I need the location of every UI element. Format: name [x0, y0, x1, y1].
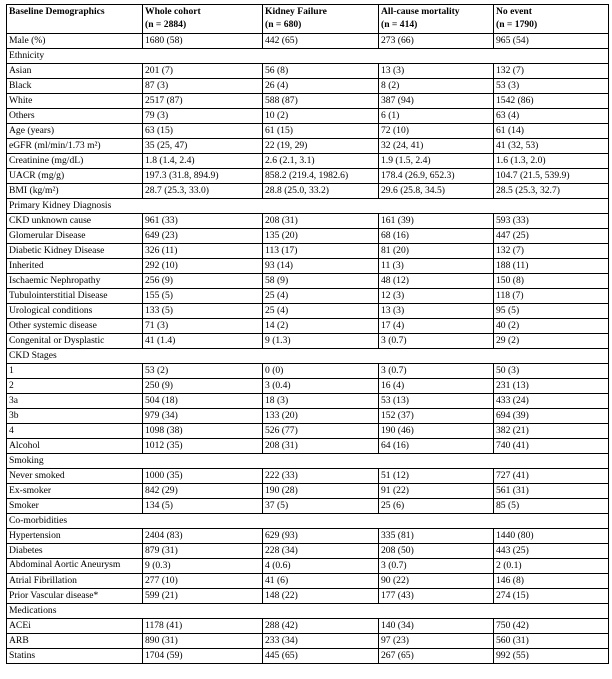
section-header-row	[7, 514, 609, 529]
no-event-value: 965 (54)	[494, 34, 609, 49]
header-title: Whole cohort	[145, 6, 201, 17]
no-event-value: 750 (42)	[494, 619, 609, 634]
section-label: Smoking	[7, 454, 609, 469]
table-row	[7, 529, 609, 544]
whole-cohort-value: 1704 (59)	[143, 649, 263, 664]
table-row	[7, 319, 609, 334]
all-cause-mortality-value: 177 (43)	[379, 589, 494, 604]
no-event-value: 274 (15)	[494, 589, 609, 604]
whole-cohort-value: 197.3 (31.8, 894.9)	[143, 169, 263, 184]
table-row	[7, 574, 609, 589]
no-event-value: 53 (3)	[494, 79, 609, 94]
no-event-value: 382 (21)	[494, 424, 609, 439]
row-label: Black	[7, 79, 143, 94]
section-label: Ethnicity	[7, 49, 609, 64]
row-label: Creatinine (mg/dL)	[7, 154, 143, 169]
whole-cohort-value: 1.8 (1.4, 2.4)	[143, 154, 263, 169]
table-row	[7, 484, 609, 499]
whole-cohort-value: 41 (1.4)	[143, 334, 263, 349]
table-row	[7, 169, 609, 184]
no-event-value: 118 (7)	[494, 289, 609, 304]
whole-cohort-value: 87 (3)	[143, 79, 263, 94]
table-row	[7, 124, 609, 139]
all-cause-mortality-value: 267 (65)	[379, 649, 494, 664]
kidney-failure-value: 222 (33)	[263, 469, 379, 484]
table-row	[7, 334, 609, 349]
table-row	[7, 439, 609, 454]
table-row	[7, 259, 609, 274]
no-event-value: 132 (7)	[494, 244, 609, 259]
all-cause-mortality-value: 90 (22)	[379, 574, 494, 589]
row-label: 1	[7, 364, 143, 379]
kidney-failure-value: 14 (2)	[263, 319, 379, 334]
row-label: 4	[7, 424, 143, 439]
kidney-failure-value: 37 (5)	[263, 499, 379, 514]
all-cause-mortality-value: 161 (39)	[379, 214, 494, 229]
all-cause-mortality-value: 13 (3)	[379, 64, 494, 79]
all-cause-mortality-value: 32 (24, 41)	[379, 139, 494, 154]
whole-cohort-value: 277 (10)	[143, 574, 263, 589]
table-row	[7, 559, 609, 574]
no-event-value: 150 (8)	[494, 274, 609, 289]
table-row	[7, 544, 609, 559]
all-cause-mortality-value: 140 (34)	[379, 619, 494, 634]
whole-cohort-value: 842 (29)	[143, 484, 263, 499]
kidney-failure-value: 41 (6)	[263, 574, 379, 589]
header-kidney-failure	[263, 5, 379, 34]
whole-cohort-value: 979 (34)	[143, 409, 263, 424]
row-label: Never smoked	[7, 469, 143, 484]
no-event-value: 29 (2)	[494, 334, 609, 349]
whole-cohort-value: 250 (9)	[143, 379, 263, 394]
whole-cohort-value: 1000 (35)	[143, 469, 263, 484]
no-event-value: 433 (24)	[494, 394, 609, 409]
kidney-failure-value: 133 (20)	[263, 409, 379, 424]
all-cause-mortality-value: 72 (10)	[379, 124, 494, 139]
kidney-failure-value: 228 (34)	[263, 544, 379, 559]
whole-cohort-value: 1012 (35)	[143, 439, 263, 454]
row-label: Asian	[7, 64, 143, 79]
section-header-row	[7, 604, 609, 619]
all-cause-mortality-value: 16 (4)	[379, 379, 494, 394]
whole-cohort-value: 155 (5)	[143, 289, 263, 304]
whole-cohort-value: 649 (23)	[143, 229, 263, 244]
no-event-value: 85 (5)	[494, 499, 609, 514]
no-event-value: 561 (31)	[494, 484, 609, 499]
table-row	[7, 364, 609, 379]
row-label: Inherited	[7, 259, 143, 274]
table-body	[7, 34, 609, 664]
section-header-row	[7, 49, 609, 64]
table-row	[7, 184, 609, 199]
table-row	[7, 649, 609, 664]
no-event-value: 694 (39)	[494, 409, 609, 424]
kidney-failure-value: 0 (0)	[263, 364, 379, 379]
all-cause-mortality-value: 53 (13)	[379, 394, 494, 409]
no-event-value: 63 (4)	[494, 109, 609, 124]
row-label: Other systemic disease	[7, 319, 143, 334]
no-event-value: 41 (32, 53)	[494, 139, 609, 154]
table-row	[7, 424, 609, 439]
section-label: Primary Kidney Diagnosis	[7, 199, 609, 214]
header-baseline-demographics: Baseline Demographics	[7, 5, 143, 34]
no-event-value: 188 (11)	[494, 259, 609, 274]
whole-cohort-value: 961 (33)	[143, 214, 263, 229]
whole-cohort-value: 504 (18)	[143, 394, 263, 409]
section-label: Medications	[7, 604, 609, 619]
row-label: 3a	[7, 394, 143, 409]
whole-cohort-value: 879 (31)	[143, 544, 263, 559]
kidney-failure-value: 25 (4)	[263, 304, 379, 319]
row-label: Abdominal Aortic Aneurysm	[7, 559, 143, 574]
no-event-value: 231 (13)	[494, 379, 609, 394]
all-cause-mortality-value: 1.9 (1.5, 2.4)	[379, 154, 494, 169]
header-no-event	[494, 5, 609, 34]
baseline-demographics-table-container	[6, 4, 608, 664]
no-event-value: 28.5 (25.3, 32.7)	[494, 184, 609, 199]
section-label: Co-morbidities	[7, 514, 609, 529]
kidney-failure-value: 56 (8)	[263, 64, 379, 79]
table-row	[7, 409, 609, 424]
kidney-failure-value: 445 (65)	[263, 649, 379, 664]
all-cause-mortality-value: 11 (3)	[379, 259, 494, 274]
no-event-value: 443 (25)	[494, 544, 609, 559]
all-cause-mortality-value: 387 (94)	[379, 94, 494, 109]
table-row	[7, 214, 609, 229]
kidney-failure-value: 233 (34)	[263, 634, 379, 649]
kidney-failure-value: 28.8 (25.0, 33.2)	[263, 184, 379, 199]
table-row	[7, 64, 609, 79]
all-cause-mortality-value: 13 (3)	[379, 304, 494, 319]
whole-cohort-value: 133 (5)	[143, 304, 263, 319]
kidney-failure-value: 588 (87)	[263, 94, 379, 109]
kidney-failure-value: 629 (93)	[263, 529, 379, 544]
table-row	[7, 589, 609, 604]
no-event-value: 992 (55)	[494, 649, 609, 664]
row-label: Hypertension	[7, 529, 143, 544]
kidney-failure-value: 9 (1.3)	[263, 334, 379, 349]
row-label: ARB	[7, 634, 143, 649]
all-cause-mortality-value: 208 (50)	[379, 544, 494, 559]
section-header-row	[7, 199, 609, 214]
header-n: (n = 1790)	[496, 18, 538, 30]
header-n: (n = 2884)	[145, 18, 187, 30]
row-label: Prior Vascular disease*	[7, 589, 143, 604]
header-title: All-cause mortality	[381, 6, 460, 17]
row-label: Diabetic Kidney Disease	[7, 244, 143, 259]
table-row	[7, 34, 609, 49]
section-header-row	[7, 454, 609, 469]
whole-cohort-value: 35 (25, 47)	[143, 139, 263, 154]
table-header-row	[7, 5, 609, 34]
baseline-demographics-table	[6, 4, 609, 664]
kidney-failure-value: 61 (15)	[263, 124, 379, 139]
whole-cohort-value: 2517 (87)	[143, 94, 263, 109]
whole-cohort-value: 134 (5)	[143, 499, 263, 514]
all-cause-mortality-value: 51 (12)	[379, 469, 494, 484]
kidney-failure-value: 148 (22)	[263, 589, 379, 604]
no-event-value: 2 (0.1)	[494, 559, 609, 574]
table-row	[7, 634, 609, 649]
kidney-failure-value: 25 (4)	[263, 289, 379, 304]
kidney-failure-value: 113 (17)	[263, 244, 379, 259]
row-label: Diabetes	[7, 544, 143, 559]
all-cause-mortality-value: 81 (20)	[379, 244, 494, 259]
all-cause-mortality-value: 25 (6)	[379, 499, 494, 514]
all-cause-mortality-value: 152 (37)	[379, 409, 494, 424]
no-event-value: 560 (31)	[494, 634, 609, 649]
kidney-failure-value: 288 (42)	[263, 619, 379, 634]
all-cause-mortality-value: 17 (4)	[379, 319, 494, 334]
all-cause-mortality-value: 190 (46)	[379, 424, 494, 439]
row-label: Congenital or Dysplastic	[7, 334, 143, 349]
header-title: No event	[496, 6, 532, 17]
row-label: Male (%)	[7, 34, 143, 49]
row-label: Ischaemic Nephropathy	[7, 274, 143, 289]
whole-cohort-value: 256 (9)	[143, 274, 263, 289]
no-event-value: 132 (7)	[494, 64, 609, 79]
whole-cohort-value: 1680 (58)	[143, 34, 263, 49]
kidney-failure-value: 18 (3)	[263, 394, 379, 409]
kidney-failure-value: 3 (0.4)	[263, 379, 379, 394]
row-label: ACEi	[7, 619, 143, 634]
table-row	[7, 304, 609, 319]
row-label: Ex-smoker	[7, 484, 143, 499]
row-label: Tubulointerstitial Disease	[7, 289, 143, 304]
table-row	[7, 469, 609, 484]
table-row	[7, 229, 609, 244]
row-label: White	[7, 94, 143, 109]
whole-cohort-value: 326 (11)	[143, 244, 263, 259]
whole-cohort-value: 63 (15)	[143, 124, 263, 139]
row-label: CKD unknown cause	[7, 214, 143, 229]
row-label: 2	[7, 379, 143, 394]
kidney-failure-value: 135 (20)	[263, 229, 379, 244]
table-row	[7, 379, 609, 394]
row-label: Urological conditions	[7, 304, 143, 319]
whole-cohort-value: 1178 (41)	[143, 619, 263, 634]
table-row	[7, 274, 609, 289]
kidney-failure-value: 58 (9)	[263, 274, 379, 289]
table-row	[7, 244, 609, 259]
row-label: Smoker	[7, 499, 143, 514]
whole-cohort-value: 2404 (83)	[143, 529, 263, 544]
all-cause-mortality-value: 273 (66)	[379, 34, 494, 49]
header-whole-cohort	[143, 5, 263, 34]
header-n: (n = 414)	[381, 18, 418, 30]
no-event-value: 104.7 (21.5, 539.9)	[494, 169, 609, 184]
kidney-failure-value: 93 (14)	[263, 259, 379, 274]
kidney-failure-value: 208 (31)	[263, 439, 379, 454]
kidney-failure-value: 22 (19, 29)	[263, 139, 379, 154]
kidney-failure-value: 442 (65)	[263, 34, 379, 49]
all-cause-mortality-value: 178.4 (26.9, 652.3)	[379, 169, 494, 184]
header-n: (n = 680)	[265, 18, 302, 30]
all-cause-mortality-value: 97 (23)	[379, 634, 494, 649]
no-event-value: 61 (14)	[494, 124, 609, 139]
whole-cohort-value: 28.7 (25.3, 33.0)	[143, 184, 263, 199]
kidney-failure-value: 26 (4)	[263, 79, 379, 94]
table-row	[7, 499, 609, 514]
row-label: Alcohol	[7, 439, 143, 454]
no-event-value: 727 (41)	[494, 469, 609, 484]
row-label: Others	[7, 109, 143, 124]
all-cause-mortality-value: 3 (0.7)	[379, 364, 494, 379]
all-cause-mortality-value: 91 (22)	[379, 484, 494, 499]
whole-cohort-value: 599 (21)	[143, 589, 263, 604]
table-row	[7, 109, 609, 124]
row-label: UACR (mg/g)	[7, 169, 143, 184]
row-label: BMI (kg/m²)	[7, 184, 143, 199]
all-cause-mortality-value: 335 (81)	[379, 529, 494, 544]
kidney-failure-value: 526 (77)	[263, 424, 379, 439]
whole-cohort-value: 890 (31)	[143, 634, 263, 649]
section-label: CKD Stages	[7, 349, 609, 364]
whole-cohort-value: 1098 (38)	[143, 424, 263, 439]
header-all-cause-mortality	[379, 5, 494, 34]
kidney-failure-value: 858.2 (219.4, 1982.6)	[263, 169, 379, 184]
row-label: Atrial Fibrillation	[7, 574, 143, 589]
header-title: Kidney Failure	[265, 6, 327, 17]
row-label: Glomerular Disease	[7, 229, 143, 244]
no-event-value: 740 (41)	[494, 439, 609, 454]
whole-cohort-value: 201 (7)	[143, 64, 263, 79]
no-event-value: 40 (2)	[494, 319, 609, 334]
kidney-failure-value: 4 (0.6)	[263, 559, 379, 574]
all-cause-mortality-value: 3 (0.7)	[379, 559, 494, 574]
table-row	[7, 79, 609, 94]
all-cause-mortality-value: 68 (16)	[379, 229, 494, 244]
no-event-value: 146 (8)	[494, 574, 609, 589]
all-cause-mortality-value: 8 (2)	[379, 79, 494, 94]
table-row	[7, 394, 609, 409]
whole-cohort-value: 79 (3)	[143, 109, 263, 124]
no-event-value: 1542 (86)	[494, 94, 609, 109]
table-row	[7, 154, 609, 169]
all-cause-mortality-value: 3 (0.7)	[379, 334, 494, 349]
table-row	[7, 289, 609, 304]
all-cause-mortality-value: 12 (3)	[379, 289, 494, 304]
whole-cohort-value: 292 (10)	[143, 259, 263, 274]
all-cause-mortality-value: 29.6 (25.8, 34.5)	[379, 184, 494, 199]
no-event-value: 1.6 (1.3, 2.0)	[494, 154, 609, 169]
no-event-value: 95 (5)	[494, 304, 609, 319]
row-label: eGFR (ml/min/1.73 m²)	[7, 139, 143, 154]
table-row	[7, 619, 609, 634]
all-cause-mortality-value: 48 (12)	[379, 274, 494, 289]
kidney-failure-value: 10 (2)	[263, 109, 379, 124]
no-event-value: 447 (25)	[494, 229, 609, 244]
table-row	[7, 94, 609, 109]
no-event-value: 50 (3)	[494, 364, 609, 379]
section-header-row	[7, 349, 609, 364]
table-row	[7, 139, 609, 154]
row-label: Statins	[7, 649, 143, 664]
whole-cohort-value: 71 (3)	[143, 319, 263, 334]
no-event-value: 1440 (80)	[494, 529, 609, 544]
whole-cohort-value: 9 (0.3)	[143, 559, 263, 574]
row-label: 3b	[7, 409, 143, 424]
row-label: Age (years)	[7, 124, 143, 139]
kidney-failure-value: 190 (28)	[263, 484, 379, 499]
kidney-failure-value: 2.6 (2.1, 3.1)	[263, 154, 379, 169]
all-cause-mortality-value: 64 (16)	[379, 439, 494, 454]
whole-cohort-value: 53 (2)	[143, 364, 263, 379]
all-cause-mortality-value: 6 (1)	[379, 109, 494, 124]
no-event-value: 593 (33)	[494, 214, 609, 229]
kidney-failure-value: 208 (31)	[263, 214, 379, 229]
